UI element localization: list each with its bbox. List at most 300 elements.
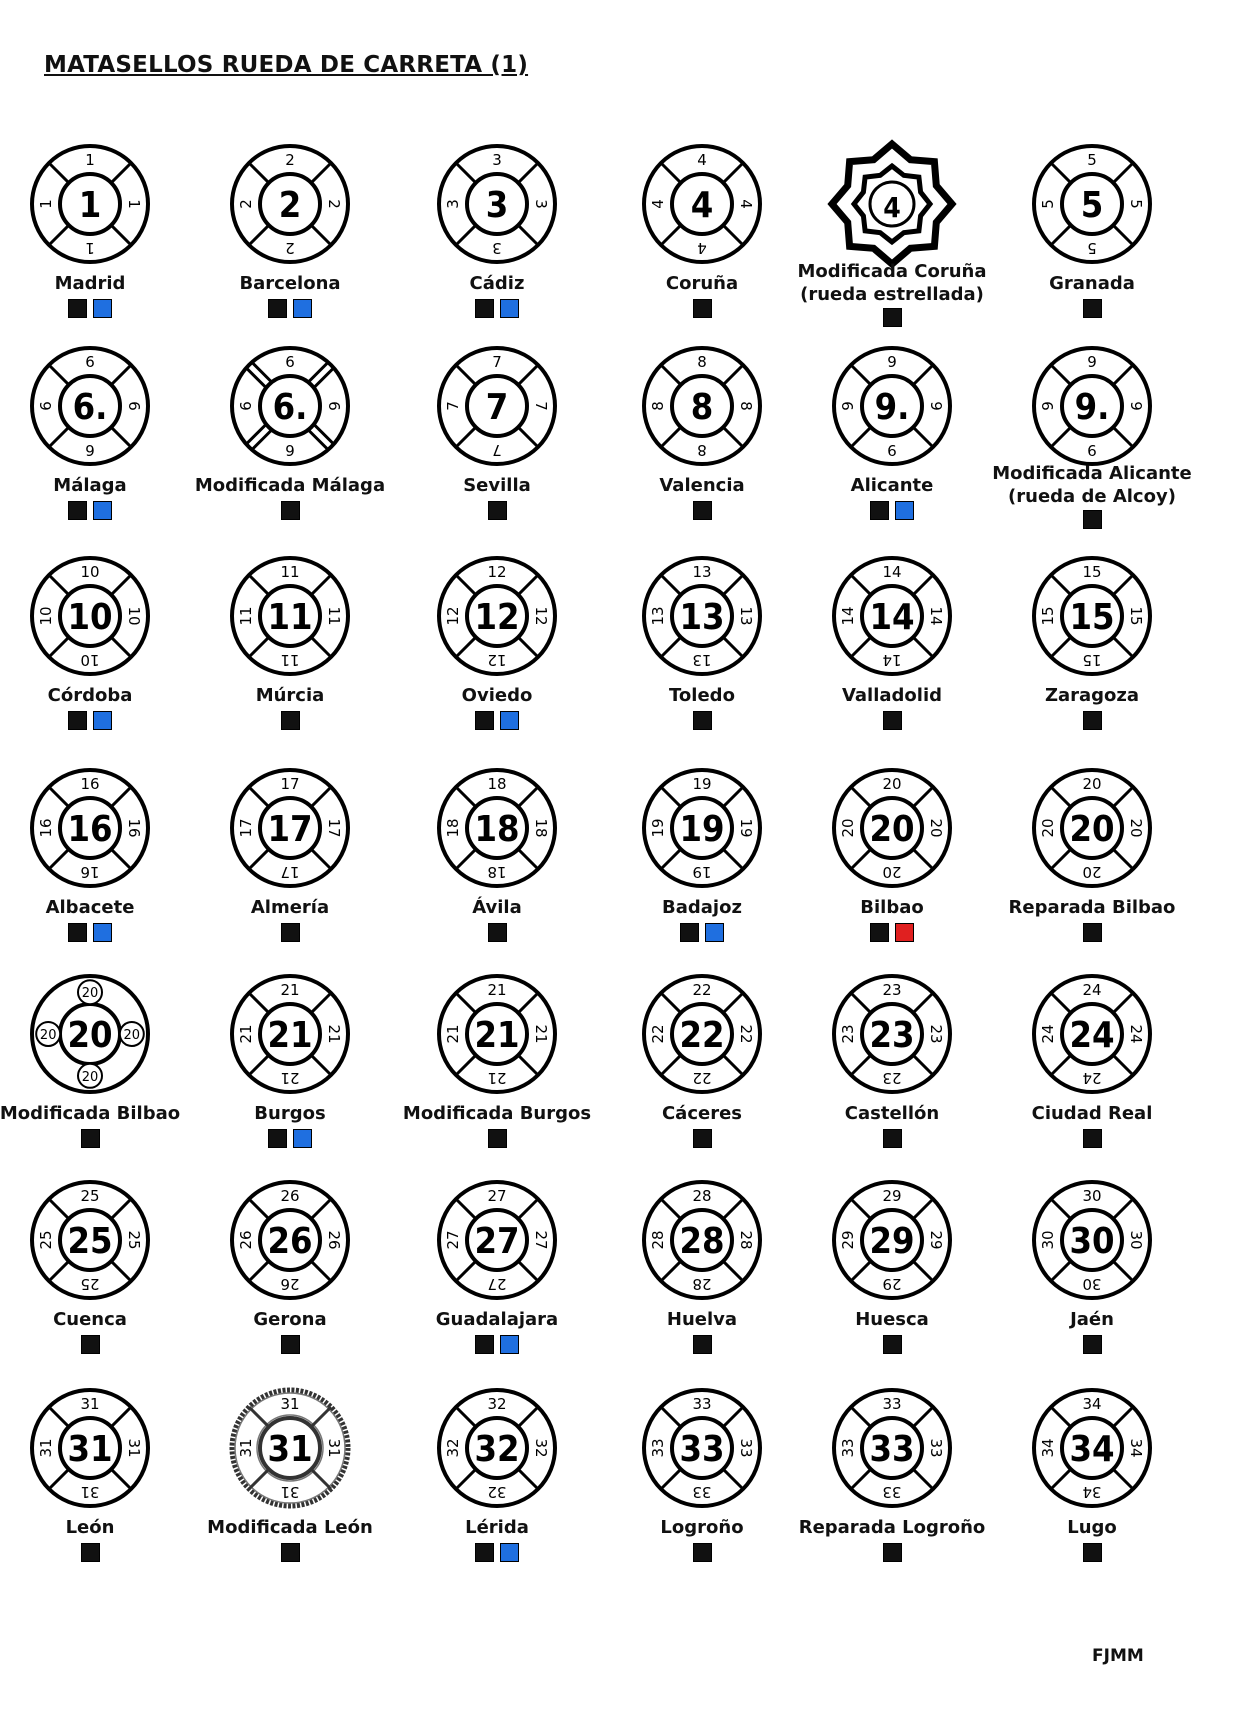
stamp-drawing [1030, 142, 1154, 266]
svg-text:7: 7 [532, 401, 550, 411]
svg-text:18: 18 [487, 863, 507, 881]
black-swatch [68, 501, 87, 520]
stamp-number: 4 [883, 191, 901, 224]
cartwheel-stamp [830, 766, 954, 890]
svg-text:18: 18 [532, 818, 550, 838]
stamp-drawing [640, 142, 764, 266]
stamp-entry [789, 1386, 995, 1596]
stamp-drawing [1030, 972, 1154, 1096]
stamp-label: Oviedo [461, 685, 533, 706]
black-swatch [1083, 299, 1102, 318]
stamp-entry [394, 142, 600, 352]
svg-text:24: 24 [1039, 1024, 1057, 1044]
svg-text:13: 13 [737, 606, 755, 626]
black-swatch [1083, 1129, 1102, 1148]
color-swatches [989, 923, 1195, 942]
color-swatches [789, 923, 995, 942]
stamp-label: Cádiz [469, 273, 525, 294]
black-swatch [475, 1335, 494, 1354]
stamp-label: Valladolid [841, 685, 943, 706]
stamp-label: Burgos [254, 1103, 326, 1124]
svg-text:8: 8 [697, 353, 707, 371]
svg-text:32: 32 [444, 1438, 462, 1458]
blue-swatch [93, 711, 112, 730]
stamp-number: 27 [474, 1221, 520, 1262]
svg-text:29: 29 [882, 1275, 902, 1293]
blue-swatch [500, 1335, 519, 1354]
stamp-entry [187, 972, 393, 1182]
svg-text:29: 29 [839, 1230, 857, 1250]
svg-text:24: 24 [1082, 981, 1102, 999]
stamp-number: 12 [474, 597, 520, 638]
color-swatches [0, 1543, 193, 1562]
signature: FJMM [1092, 1646, 1144, 1666]
stamp-drawing [830, 1178, 954, 1302]
cartwheel-stamp [640, 972, 764, 1096]
black-swatch [870, 501, 889, 520]
blue-swatch [93, 299, 112, 318]
svg-text:2: 2 [285, 151, 295, 169]
black-swatch [81, 1335, 100, 1354]
stamp-entry [599, 972, 805, 1182]
svg-text:9: 9 [1087, 353, 1097, 371]
stamp-number: 33 [869, 1429, 915, 1470]
stamp-drawing [28, 972, 152, 1096]
stamp-drawing [228, 1386, 352, 1510]
stamp-number: 3 [485, 185, 509, 226]
stamp-drawing [640, 972, 764, 1096]
color-swatches [789, 1129, 995, 1148]
svg-text:14: 14 [882, 563, 902, 581]
svg-text:1: 1 [37, 199, 55, 209]
stamp-label: Madrid [54, 273, 126, 294]
stamp-label: Castellón [844, 1103, 940, 1124]
stamp-entry [989, 972, 1195, 1182]
color-swatches [989, 1335, 1195, 1354]
stamp-label: Alicante [850, 475, 934, 496]
cartwheel-stamp [435, 1178, 559, 1302]
stamp-drawing [28, 344, 152, 468]
stamp-label: Modificada Málaga [194, 475, 386, 496]
stamp-entry [394, 1178, 600, 1388]
stamp-number: 33 [679, 1429, 725, 1470]
stamp-drawing [228, 142, 352, 266]
stamp-drawing [435, 554, 559, 678]
svg-text:17: 17 [280, 775, 300, 793]
blue-swatch [293, 1129, 312, 1148]
stamp-number: 21 [267, 1015, 313, 1056]
svg-text:20: 20 [1127, 818, 1145, 838]
svg-text:12: 12 [444, 606, 462, 626]
black-swatch [1083, 510, 1102, 529]
stamp-drawing [1030, 344, 1154, 468]
stamp-entry [789, 142, 995, 352]
stamp-label: Huelva [666, 1309, 738, 1330]
stamp-entry [187, 554, 393, 764]
cartwheel-stamp [1030, 344, 1154, 468]
color-swatches [0, 501, 193, 520]
black-swatch [1083, 1335, 1102, 1354]
svg-text:17: 17 [280, 863, 300, 881]
svg-text:23: 23 [882, 1069, 902, 1087]
svg-text:16: 16 [80, 775, 100, 793]
stamp-drawing [435, 766, 559, 890]
svg-text:12: 12 [532, 606, 550, 626]
color-swatches [394, 711, 600, 730]
stamp-drawing [640, 766, 764, 890]
stamp-drawing [640, 554, 764, 678]
stamp-number: 17 [267, 809, 313, 850]
svg-text:3: 3 [532, 199, 550, 209]
svg-text:20: 20 [1039, 818, 1057, 838]
svg-text:27: 27 [444, 1230, 462, 1250]
svg-text:23: 23 [927, 1024, 945, 1044]
cartwheel-stamp [435, 142, 559, 266]
cartwheel-stamp [830, 344, 954, 468]
stamp-number: 32 [474, 1429, 520, 1470]
svg-text:4: 4 [697, 239, 707, 257]
svg-text:30: 30 [1082, 1187, 1102, 1205]
cartwheel-stamp [640, 1386, 764, 1510]
svg-text:2: 2 [237, 199, 255, 209]
svg-text:33: 33 [839, 1438, 857, 1458]
stamp-label: Gerona [253, 1309, 327, 1330]
stamp-entry [789, 766, 995, 976]
svg-text:20: 20 [927, 818, 945, 838]
svg-text:22: 22 [692, 981, 712, 999]
svg-text:20: 20 [81, 1069, 99, 1085]
svg-text:20: 20 [882, 863, 902, 881]
stamp-number: 16 [67, 809, 113, 850]
svg-text:16: 16 [125, 818, 143, 838]
svg-text:24: 24 [1127, 1024, 1145, 1044]
svg-text:28: 28 [692, 1187, 712, 1205]
svg-text:21: 21 [237, 1024, 255, 1044]
cartwheel-stamp [435, 1386, 559, 1510]
blue-swatch [500, 711, 519, 730]
black-swatch [475, 299, 494, 318]
stamp-number: 20 [67, 1015, 113, 1056]
stamp-entry [187, 142, 393, 352]
stamp-label: Modificada Alicante (rueda de Alcoy) [992, 463, 1192, 507]
cartwheel-stamp [228, 1178, 352, 1302]
blue-swatch [500, 1543, 519, 1562]
color-swatches [187, 299, 393, 318]
svg-text:33: 33 [692, 1395, 712, 1413]
stamp-label: Córdoba [47, 685, 133, 706]
stamp-label: Sevilla [463, 475, 531, 496]
stamp-drawing [830, 972, 954, 1096]
svg-text:24: 24 [1082, 1069, 1102, 1087]
svg-text:20: 20 [1082, 863, 1102, 881]
stamp-number: 9. [874, 387, 910, 428]
stamp-number: 13 [679, 597, 725, 638]
stamp-number: 19 [679, 809, 725, 850]
stamp-entry [0, 1386, 193, 1596]
svg-text:8: 8 [697, 441, 707, 459]
svg-text:9: 9 [927, 401, 945, 411]
color-swatches [394, 1543, 600, 1562]
svg-text:33: 33 [882, 1395, 902, 1413]
cartwheel-stamp [1030, 1386, 1154, 1510]
svg-text:25: 25 [80, 1187, 100, 1205]
svg-text:16: 16 [80, 863, 100, 881]
black-swatch [81, 1129, 100, 1148]
stamp-number: 21 [474, 1015, 520, 1056]
color-swatches [599, 501, 805, 520]
cartwheel-stamp [1030, 554, 1154, 678]
color-swatches [789, 711, 995, 730]
svg-text:7: 7 [492, 441, 502, 459]
blue-swatch [93, 501, 112, 520]
cartwheel-stamp [228, 344, 352, 468]
color-swatches [0, 1129, 193, 1148]
stamp-drawing [28, 1386, 152, 1510]
stamp-number: 24 [1069, 1015, 1115, 1056]
black-swatch [680, 923, 699, 942]
stamp-entry [187, 766, 393, 976]
cartwheel-stamp [435, 972, 559, 1096]
stamp-entry [599, 142, 805, 352]
cartwheel-stamp [228, 972, 352, 1096]
svg-text:33: 33 [882, 1483, 902, 1501]
color-swatches [789, 1335, 995, 1354]
stamp-label: Badajoz [662, 897, 742, 918]
black-swatch [475, 711, 494, 730]
svg-text:6: 6 [285, 353, 295, 371]
stamp-number: 1 [78, 185, 102, 226]
svg-text:33: 33 [927, 1438, 945, 1458]
stamp-entry [989, 1178, 1195, 1388]
blue-swatch [293, 299, 312, 318]
stamp-entry [0, 1178, 193, 1388]
svg-text:13: 13 [692, 563, 712, 581]
black-swatch [68, 923, 87, 942]
color-swatches [0, 711, 193, 730]
svg-text:27: 27 [532, 1230, 550, 1250]
cartwheel-stamp [640, 766, 764, 890]
stamp-number: 23 [869, 1015, 915, 1056]
black-swatch [488, 501, 507, 520]
svg-text:11: 11 [280, 563, 300, 581]
black-swatch [693, 501, 712, 520]
svg-text:32: 32 [532, 1438, 550, 1458]
stamp-drawing [228, 766, 352, 890]
svg-text:30: 30 [1082, 1275, 1102, 1293]
stamp-drawing [830, 344, 954, 468]
cartwheel-stamp [640, 554, 764, 678]
stamp-entry [394, 344, 600, 554]
cartwheel-stamp [830, 1386, 954, 1510]
cartwheel-stamp [28, 766, 152, 890]
black-swatch [883, 711, 902, 730]
stamp-entry [599, 554, 805, 764]
svg-text:3: 3 [492, 151, 502, 169]
svg-text:10: 10 [80, 651, 100, 669]
black-swatch [268, 1129, 287, 1148]
blue-swatch [93, 923, 112, 942]
color-swatches [989, 510, 1195, 529]
cartwheel-stamp [830, 554, 954, 678]
svg-text:15: 15 [1127, 606, 1145, 626]
stamp-drawing [228, 1178, 352, 1302]
stamp-drawing [1030, 554, 1154, 678]
color-swatches [187, 923, 393, 942]
black-swatch [68, 299, 87, 318]
stamp-entry [599, 766, 805, 976]
svg-text:6: 6 [325, 401, 343, 411]
svg-text:7: 7 [492, 353, 502, 371]
stamp-drawing [640, 1178, 764, 1302]
svg-text:6: 6 [85, 441, 95, 459]
stamp-drawing [28, 142, 152, 266]
svg-text:25: 25 [80, 1275, 100, 1293]
svg-text:25: 25 [37, 1230, 55, 1250]
stamp-drawing [640, 344, 764, 468]
svg-text:15: 15 [1082, 563, 1102, 581]
svg-text:20: 20 [1082, 775, 1102, 793]
color-swatches [599, 923, 805, 942]
svg-text:26: 26 [325, 1230, 343, 1250]
red-swatch [895, 923, 914, 942]
svg-text:10: 10 [125, 606, 143, 626]
stamp-entry [0, 554, 193, 764]
svg-text:14: 14 [882, 651, 902, 669]
svg-text:9: 9 [1039, 401, 1057, 411]
stamp-label: Valencia [659, 475, 745, 496]
cartwheel-stamp [28, 1386, 152, 1510]
black-swatch [1083, 923, 1102, 942]
color-swatches [187, 1543, 393, 1562]
svg-text:6: 6 [285, 441, 295, 459]
stamp-drawing [830, 554, 954, 678]
cartwheel-stamp [28, 344, 152, 468]
svg-text:19: 19 [692, 863, 712, 881]
svg-text:21: 21 [487, 1069, 507, 1087]
black-swatch [693, 1543, 712, 1562]
stamp-label: Toledo [669, 685, 735, 706]
svg-text:1: 1 [85, 151, 95, 169]
cartwheel-stamp [435, 344, 559, 468]
stamp-label: Modificada Coruña (rueda estrellada) [797, 261, 987, 305]
stamp-entry [989, 142, 1195, 352]
stamp-label: Guadalajara [435, 1309, 559, 1330]
blue-swatch [705, 923, 724, 942]
stamp-label: Lérida [465, 1517, 529, 1538]
stamp-label: Huesca [855, 1309, 929, 1330]
stamp-label: Almería [250, 897, 330, 918]
cartwheel-stamp [640, 344, 764, 468]
svg-text:21: 21 [532, 1024, 550, 1044]
svg-text:31: 31 [280, 1395, 300, 1413]
color-swatches [394, 923, 600, 942]
svg-text:10: 10 [80, 563, 100, 581]
stamp-label: Múrcia [255, 685, 325, 706]
stamp-number: 6. [72, 387, 108, 428]
black-swatch [883, 1335, 902, 1354]
stamp-drawing [830, 766, 954, 890]
color-swatches [789, 308, 995, 327]
stamp-entry [394, 766, 600, 976]
stamp-entry [789, 972, 995, 1182]
svg-text:26: 26 [280, 1187, 300, 1205]
black-swatch [488, 1129, 507, 1148]
stamp-number: 7 [485, 387, 509, 428]
black-swatch [1083, 711, 1102, 730]
svg-text:28: 28 [649, 1230, 667, 1250]
svg-text:19: 19 [692, 775, 712, 793]
stamp-number: 30 [1069, 1221, 1115, 1262]
color-swatches [789, 501, 995, 520]
svg-text:32: 32 [487, 1483, 507, 1501]
svg-text:12: 12 [487, 651, 507, 669]
svg-text:5: 5 [1087, 239, 1097, 257]
stamp-drawing [228, 972, 352, 1096]
stamp-drawing [28, 766, 152, 890]
black-swatch [693, 711, 712, 730]
svg-text:1: 1 [125, 199, 143, 209]
svg-text:20: 20 [39, 1028, 57, 1043]
black-swatch [693, 1129, 712, 1148]
color-swatches [989, 711, 1195, 730]
svg-text:21: 21 [325, 1024, 343, 1044]
svg-text:23: 23 [882, 981, 902, 999]
color-swatches [599, 299, 805, 318]
stamp-number: 31 [67, 1429, 113, 1470]
svg-text:16: 16 [37, 818, 55, 838]
black-swatch [281, 1335, 300, 1354]
svg-text:3: 3 [492, 239, 502, 257]
stamp-label: Bilbao [860, 897, 924, 918]
color-swatches [394, 299, 600, 318]
color-swatches [0, 923, 193, 942]
svg-text:6: 6 [85, 353, 95, 371]
svg-text:22: 22 [649, 1024, 667, 1044]
cartwheel-stamp [228, 1386, 352, 1510]
black-swatch [883, 1543, 902, 1562]
color-swatches [0, 299, 193, 318]
stamp-drawing [830, 1386, 954, 1510]
svg-text:25: 25 [125, 1230, 143, 1250]
black-swatch [81, 1543, 100, 1562]
stamp-entry [394, 554, 600, 764]
stamp-number: 14 [869, 597, 915, 638]
stamp-drawing [228, 344, 352, 468]
stamp-entry [789, 1178, 995, 1388]
stamp-number: 29 [869, 1221, 915, 1262]
svg-text:21: 21 [487, 981, 507, 999]
stamp-number: 11 [267, 597, 313, 638]
stamp-entry [187, 1386, 393, 1596]
stamp-label: Cáceres [661, 1103, 743, 1124]
color-swatches [599, 1335, 805, 1354]
svg-text:14: 14 [839, 606, 857, 626]
stamp-drawing [435, 1178, 559, 1302]
svg-text:9: 9 [839, 401, 857, 411]
color-swatches [394, 1335, 600, 1354]
svg-text:20: 20 [839, 818, 857, 838]
svg-text:4: 4 [649, 199, 667, 209]
svg-text:33: 33 [649, 1438, 667, 1458]
stamp-drawing [28, 554, 152, 678]
stamp-label: Granada [1049, 273, 1135, 294]
svg-text:19: 19 [737, 818, 755, 838]
svg-text:31: 31 [325, 1438, 343, 1458]
black-swatch [693, 299, 712, 318]
black-swatch [281, 923, 300, 942]
stamp-entry [394, 1386, 600, 1596]
svg-text:28: 28 [737, 1230, 755, 1250]
